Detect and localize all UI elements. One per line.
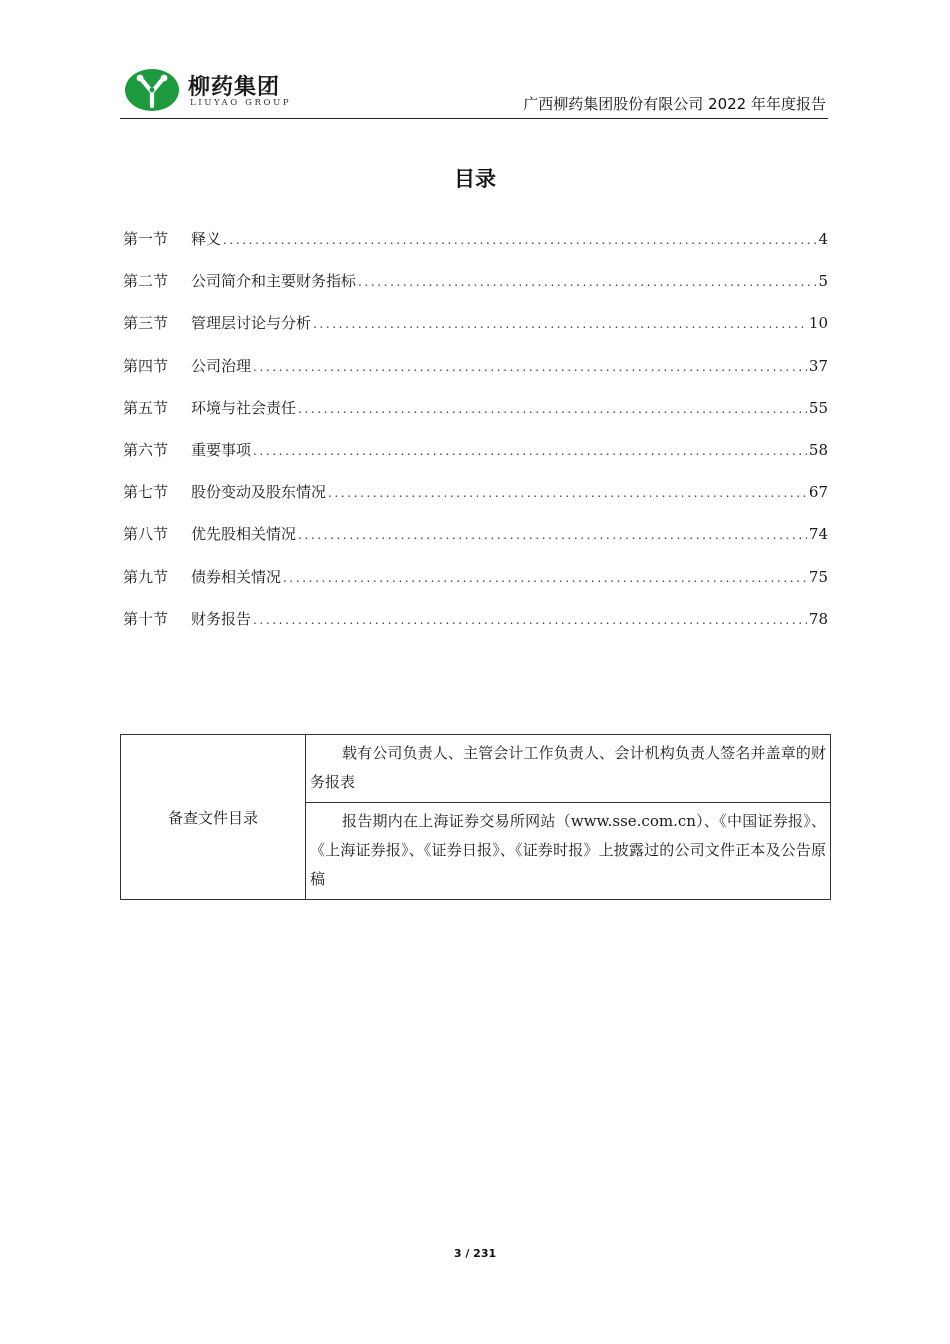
toc-section-title: 释义: [191, 230, 222, 248]
toc-page-number: 4: [818, 230, 828, 248]
toc-leader-dots: [298, 528, 807, 542]
toc-section-number: 第十节: [123, 609, 169, 628]
toc-section-number: 第五节: [123, 398, 169, 417]
toc-entry[interactable]: [123, 228, 828, 270]
logo-english-name: LIUYAO GROUP: [190, 98, 292, 108]
toc-leader-dots: [253, 360, 807, 374]
toc-section-title: 股份变动及股东情况: [191, 483, 327, 502]
toc-section-title: 重要事项: [191, 440, 252, 459]
toc-page-number: 75: [808, 567, 828, 586]
toc-page-number: 74: [808, 525, 828, 544]
toc-leader-dots: [358, 275, 816, 289]
toc-section-number: 第四节: [123, 356, 169, 375]
toc-leader-dots: [313, 317, 807, 331]
toc-section-number: 第八节: [123, 525, 169, 544]
page-number: 3 / 231: [453, 1247, 497, 1260]
toc-entry[interactable]: [123, 566, 828, 608]
toc-section-title: 环境与社会责任: [191, 398, 297, 417]
toc-section-title: 管理层讨论与分析: [191, 314, 312, 333]
reference-document-item: 载有公司负责人、主管会计工作负责人、会计机构负责人签名并盖章的财务报表: [306, 735, 831, 803]
toc-section-number: 第三节: [123, 314, 169, 333]
toc-entry[interactable]: [123, 397, 828, 439]
toc-leader-dots: [223, 233, 816, 247]
toc-leader-dots: [253, 613, 807, 627]
toc-entry[interactable]: [123, 312, 828, 354]
toc-section-title: 优先股相关情况: [191, 525, 297, 544]
toc-page-number: 67: [808, 483, 828, 502]
toc-section-number: 第九节: [123, 567, 169, 586]
page-header: [120, 60, 828, 119]
reference-documents-label: 备查文件目录: [121, 735, 306, 900]
toc-leader-dots: [253, 444, 807, 458]
table-of-contents: [123, 228, 828, 650]
toc-entry[interactable]: [123, 439, 828, 481]
toc-page-number: 10: [808, 314, 828, 333]
company-logo: [124, 68, 294, 112]
toc-section-title: 公司治理: [191, 356, 252, 375]
toc-section-number: 第一节: [123, 230, 169, 248]
liuyao-logo-icon: [124, 68, 180, 112]
toc-section-number: 第二节: [123, 272, 169, 291]
logo-chinese-name: 柳药集团: [188, 75, 281, 100]
table-row: [121, 735, 831, 803]
toc-section-title: 财务报告: [191, 609, 252, 628]
toc-section-title: 债券相关情况: [191, 567, 282, 586]
toc-page-number: 55: [808, 398, 828, 417]
toc-entry[interactable]: [123, 523, 828, 565]
toc-entry[interactable]: [123, 481, 828, 523]
toc-page-number: 37: [808, 356, 828, 375]
toc-page-number: 58: [808, 440, 828, 459]
toc-section-number: 第七节: [123, 483, 169, 502]
toc-title: 目录: [454, 167, 496, 191]
report-title: 广西柳药集团股份有限公司 2022 年年度报告: [523, 95, 826, 113]
toc-page-number: 78: [808, 609, 828, 628]
toc-entry[interactable]: [123, 270, 828, 312]
toc-leader-dots: [328, 486, 807, 500]
toc-entry[interactable]: [123, 608, 828, 650]
toc-entry[interactable]: [123, 355, 828, 397]
toc-leader-dots: [298, 402, 807, 416]
reference-documents-table: [120, 734, 831, 900]
toc-section-title: 公司简介和主要财务指标: [191, 272, 357, 291]
toc-leader-dots: [283, 571, 807, 585]
toc-section-number: 第六节: [123, 440, 169, 459]
reference-document-item: 报告期内在上海证券交易所网站（www.sse.com.cn）、《中国证券报》、《上海证券报》、《证券日报》、《证券时报》上披露过的公司文件正本及公告原稿: [306, 803, 831, 900]
toc-page-number: 5: [818, 272, 828, 291]
